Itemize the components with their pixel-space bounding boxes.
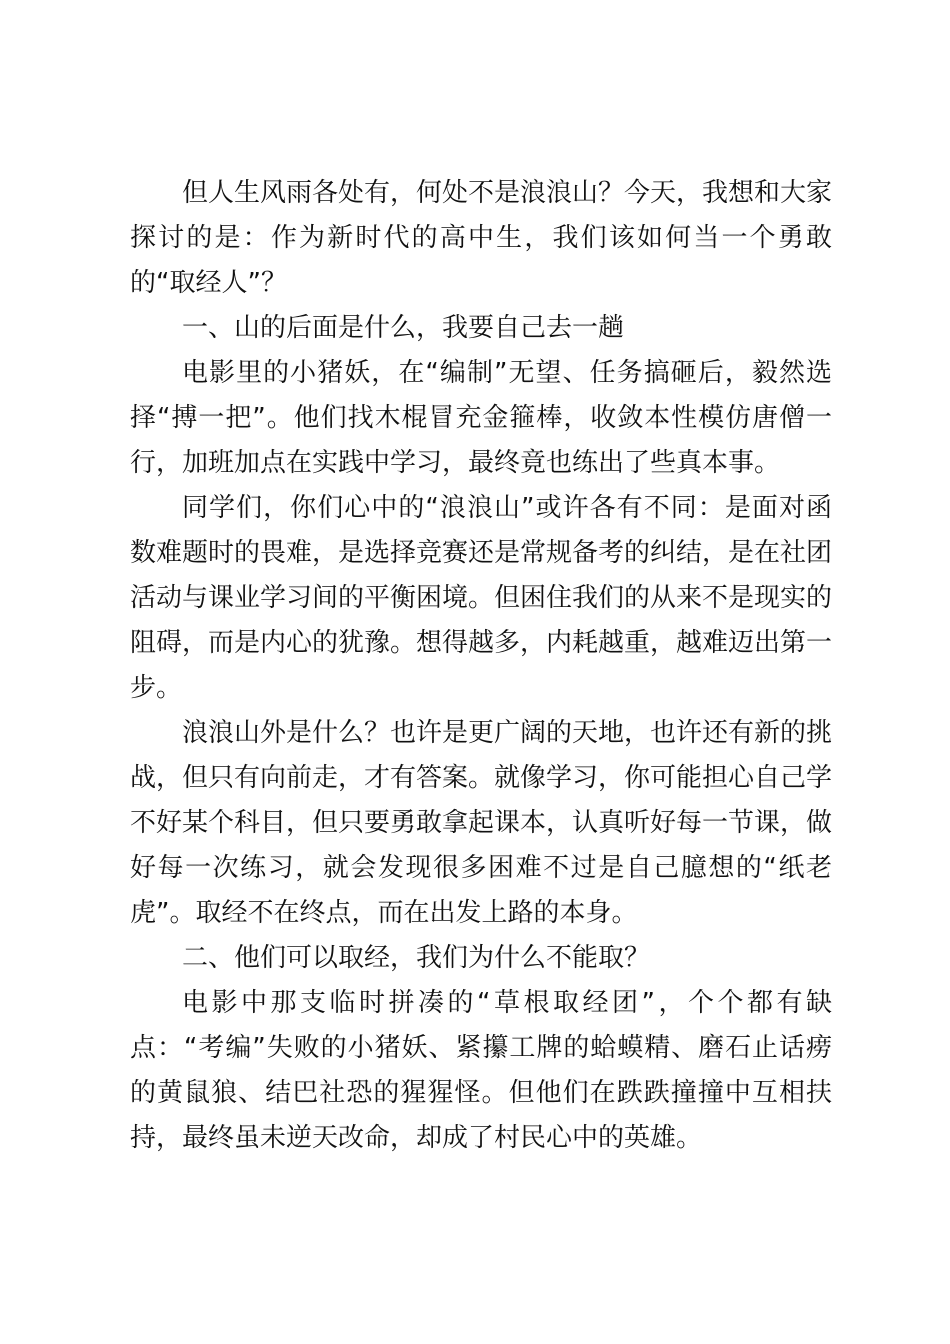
section-heading-2: 二、他们可以取经，我们为什么不能取？ bbox=[182, 943, 651, 973]
paragraph-piglet-story: 电影里的小猪妖，在“编制”无望、任务搞砸后，毅然选择“搏一把”。他们找木棍冒充金箍棒，收敛本性模仿唐僧一行，加班加点在实践中学习，最终竟也练出了些真本事。 bbox=[130, 358, 832, 478]
paragraph-classmates: 同学们，你们心中的“浪浪山”或许各有不同：是面对函数难题时的畏难，是选择竞赛还是常规备考的纠结，是在社团活动与课业学习间的平衡困境。但困住我们的从来不是现实的阻碍，而是内心的犹豫。想得越多，内耗越重，越难迈出第一步。 bbox=[130, 493, 833, 703]
section-heading-1: 一、山的后面是什么，我要自己去一趟 bbox=[182, 313, 625, 343]
document-body bbox=[130, 171, 832, 1161]
paragraph-intro: 但人生风雨各处有，何处不是浪浪山？今天，我想和大家探讨的是：作为新时代的高中生，我们该如何当一个勇敢的“取经人”？ bbox=[130, 178, 833, 298]
paragraph-grassroots-team: 电影中那支临时拼凑的“草根取经团”，个个都有缺点：“考编”失败的小猪妖、紧攥工牌的蛤蟆精、磨石止话痨的黄鼠狼、结巴社恐的猩猩怪。但他们在跌跌撞撞中互相扶持，最终虽未逆天改命，却成了村民心中的英雄。 bbox=[130, 988, 832, 1153]
paragraph-beyond-mountain: 浪浪山外是什么？也许是更广阔的天地，也许还有新的挑战，但只有向前走，才有答案。就像学习，你可能担心自己学不好某个科目，但只要勇敢拿起课本，认真听好每一节课，做好每一次练习，就会发现很多困难不过是自己臆想的“纸老虎”。取经不在终点，而在出发上路的本身。 bbox=[130, 718, 833, 928]
